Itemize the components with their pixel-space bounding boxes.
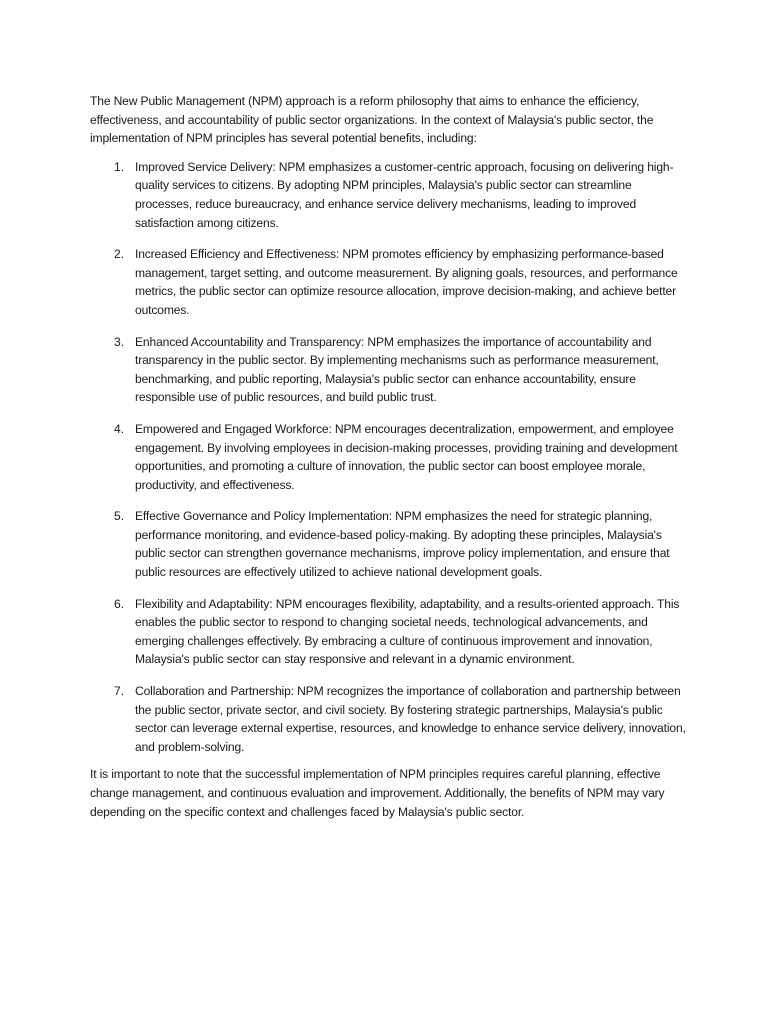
list-item-text: Empowered and Engaged Workforce: NPM encourages decentralization, empowerment, and employee engagement. By involving employees in decision-making processes, providing training and development opportunities, and promoting a culture of innovation, the public sector can boost employee morale, productivity, and effectiveness.: [135, 421, 678, 492]
list-item: [90, 595, 686, 669]
list-item-text: Effective Governance and Policy Implementation: NPM emphasizes the need for strategic planning, performance monitoring, and evidence-based policy-making. By adopting these principles, Malaysia's public sector can strengthen governance mechanisms, improve policy implementation, and ensure that public resources are effectively utilized to achieve national development goals.: [135, 509, 670, 580]
intro-paragraph: The New Public Management (NPM) approach is a reform philosophy that aims to enhance the efficiency, effectiveness, and accountability of public sector organizations. In the context of Malaysia's public sector, the implementation of NPM principles has several potential benefits, including:: [90, 94, 654, 146]
list-item: [90, 245, 686, 319]
list-item: [90, 507, 686, 581]
closing-paragraph: It is important to note that the successful implementation of NPM principles requires careful planning, effective change management, and continuous evaluation and improvement. Additionally, the benefits of NPM may vary depending on the specific context and challenges faced by Malaysia's public sector.: [90, 767, 665, 819]
list-item-number: 3.: [114, 334, 125, 349]
list-item-number: 6.: [114, 596, 125, 611]
list-item-text: Increased Efficiency and Effectiveness: NPM promotes efficiency by emphasizing performance-based management, target setting, and outcome measurement. By aligning goals, resources, and performance metrics, the public sector can optimize resource allocation, improve decision-making, and achieve better outcomes.: [135, 247, 678, 317]
list-item-number: 7.: [114, 684, 125, 699]
list-item-text: Flexibility and Adaptability: NPM encourages flexibility, adaptability, and a results-oriented approach. This enables the public sector to respond to changing societal needs, technological advancements, and emerging challenges effectively. By embracing a culture of continuous improvement and innovation, Malaysia's public sector can stay responsive and relevant in a dynamic environment.: [135, 596, 680, 667]
list-item-number: 4.: [114, 421, 125, 436]
list-item: [90, 333, 686, 407]
list-item: [90, 158, 686, 232]
list-item: [90, 420, 686, 494]
list-item-text: Enhanced Accountability and Transparency: NPM emphasizes the importance of accountability and transparency in the public sector. By implementing mechanisms such as performance measurement, benchmarking, and public reporting, Malaysia's public sector can enhance accountability, ensure responsible use of public resources, and build public trust.: [135, 334, 659, 405]
list-item-text: Collaboration and Partnership: NPM recognizes the importance of collaboration and partnership between the public sector, private sector, and civil society. By fostering strategic partnerships, Malaysia's public sector can leverage external expertise, resources, and knowledge to enhance service delivery, innovation, and problem-solving.: [135, 684, 686, 754]
list-item-number: 1.: [114, 159, 125, 174]
list-item: [90, 682, 686, 756]
list-item-text: Improved Service Delivery: NPM emphasizes a customer-centric approach, focusing on delivering high-quality services to citizens. By adopting NPM principles, Malaysia's public sector can streamline processes, reduce bureaucracy, and enhance service delivery mechanisms, leading to improved satisfaction among citizens.: [135, 159, 674, 230]
list-item-number: 5.: [114, 509, 125, 524]
list-item-number: 2.: [114, 247, 125, 262]
benefits-list: [90, 158, 686, 757]
